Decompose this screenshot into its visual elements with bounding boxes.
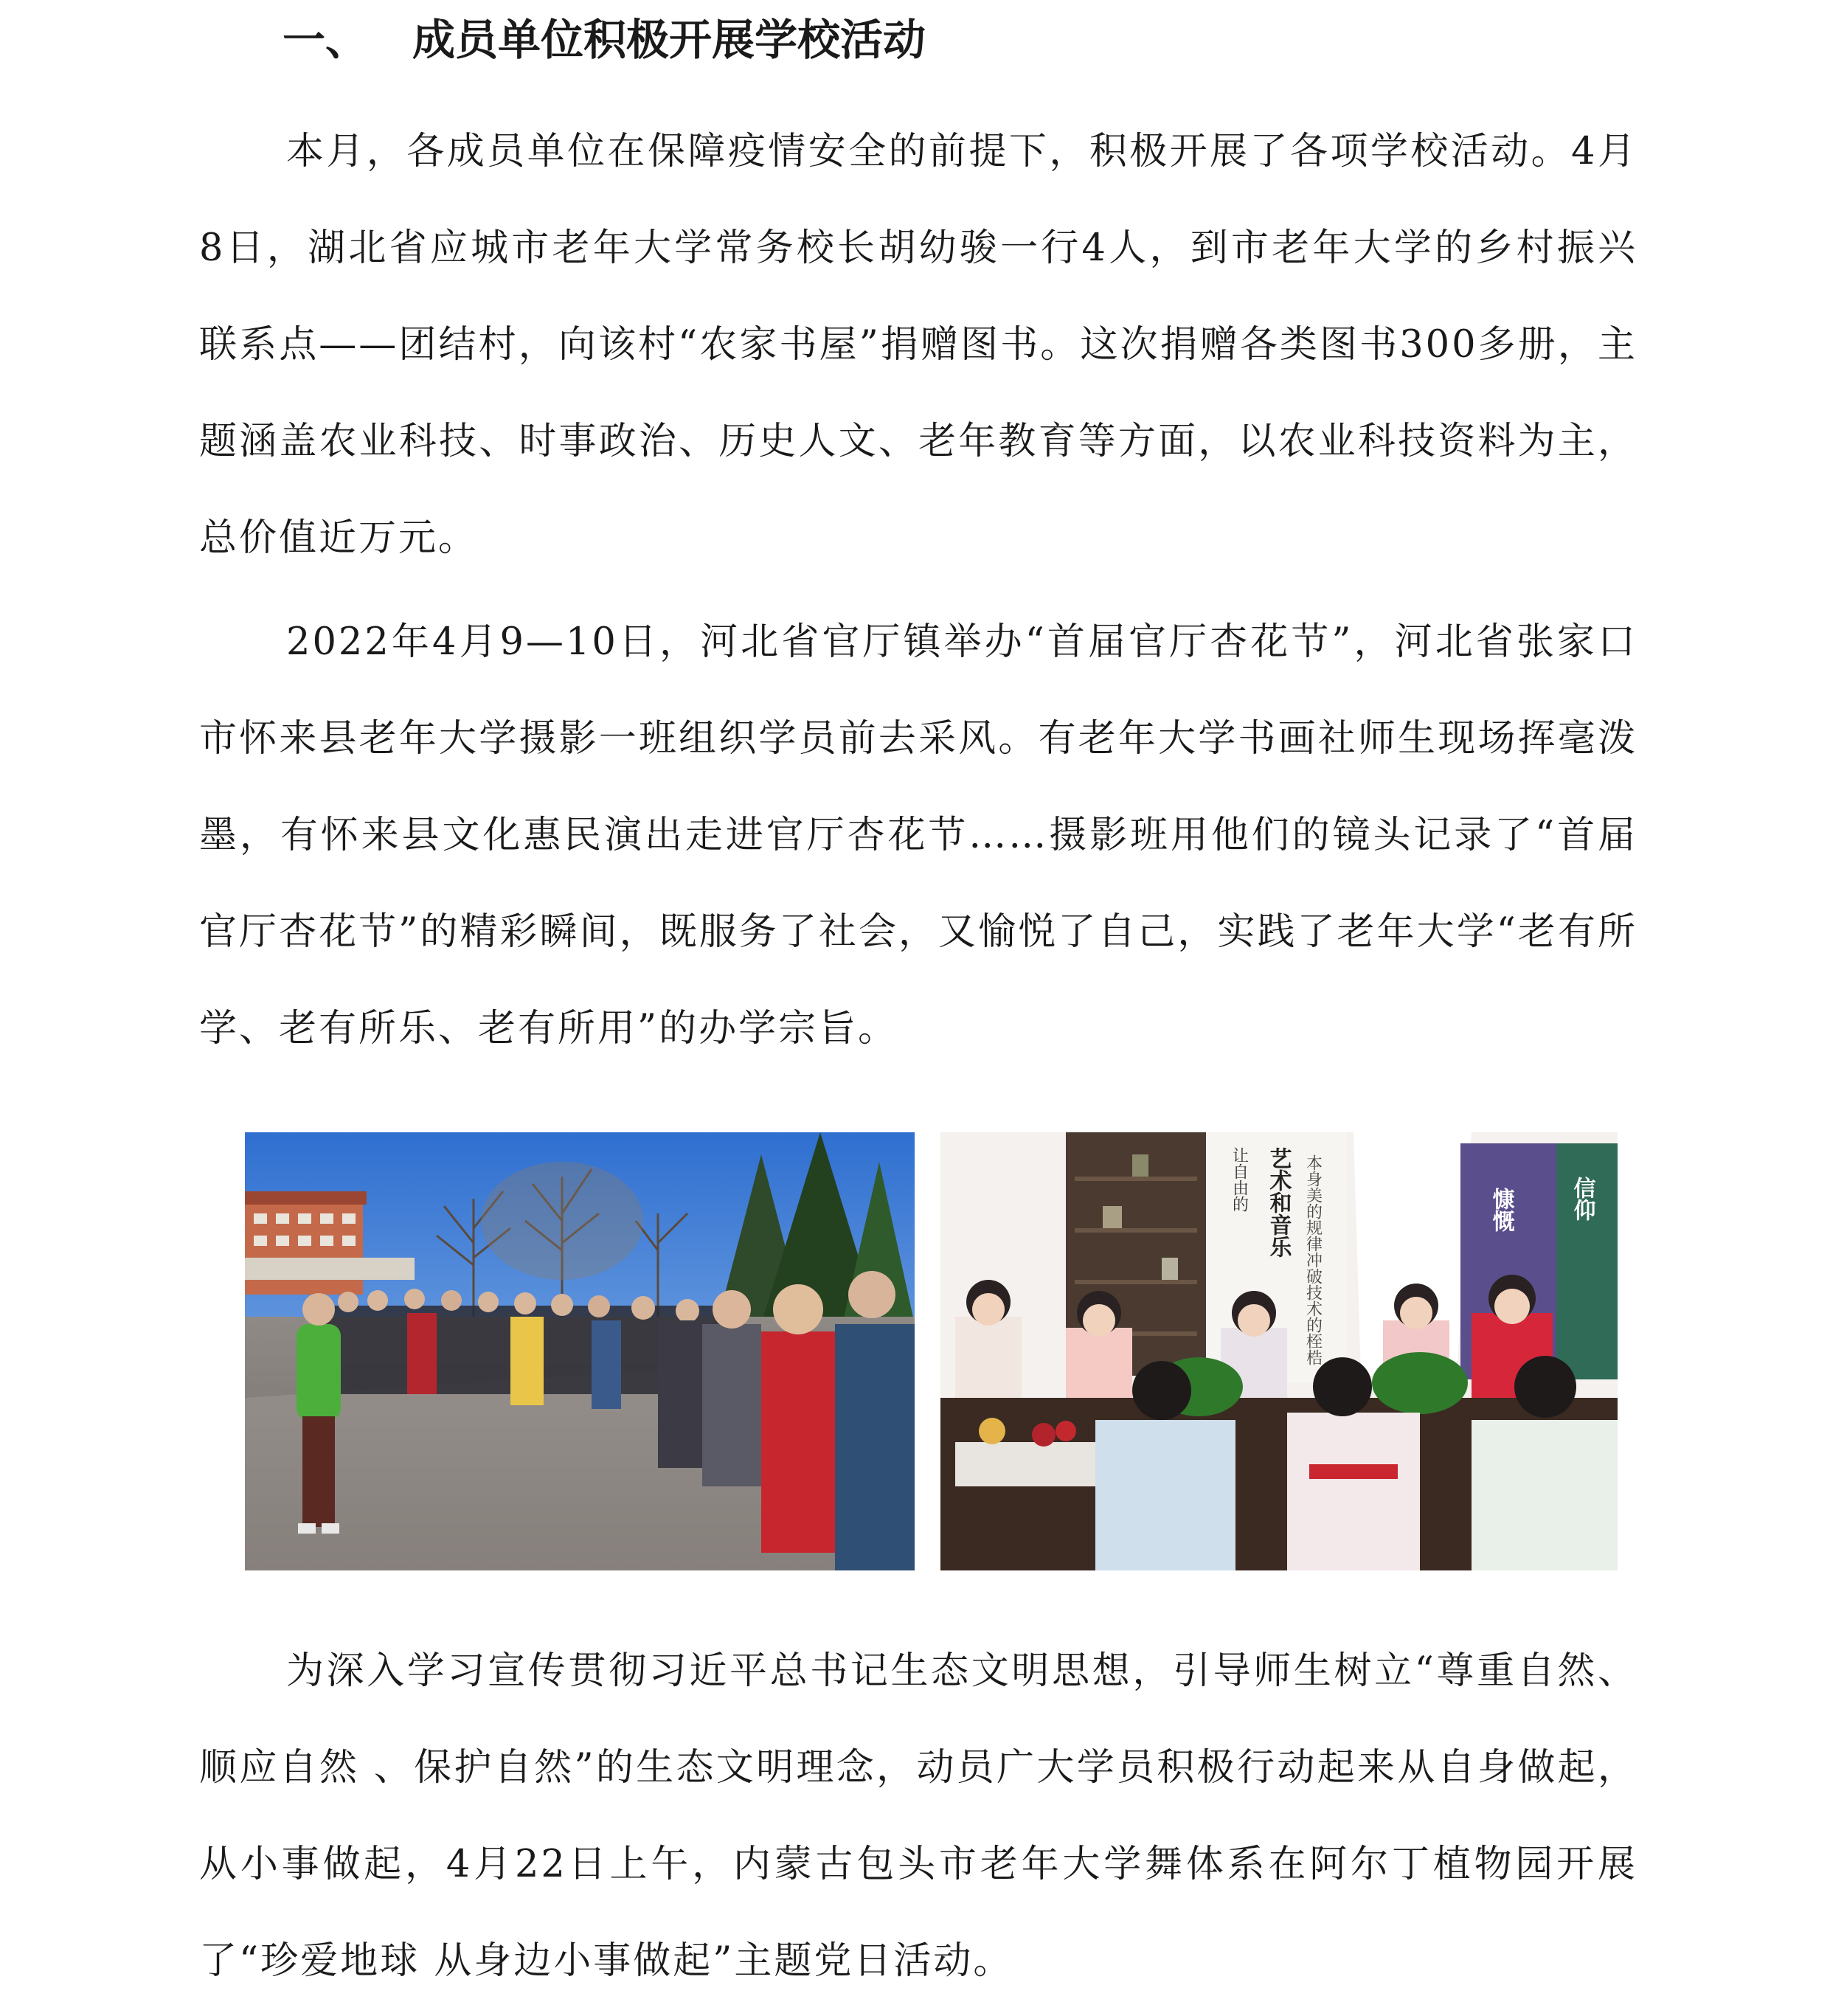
- paragraph-book-donation: 本月，各成员单位在保障疫情安全的前提下，积极开展了各项学校活动。4月8日，湖北省应城市老年大学常务校长胡幼骏一行4人，到市老年大学的乡村振兴联系点——团结村，向该村“农家书屋”捐赠图书。这次捐赠各类图书300多册，主题涵盖农业科技、时事政治、历史人文、老年教育等方面，以农业科技资料为主，总价值近万元。: [199, 130, 1637, 560]
- banner-green-text: 信仰: [1569, 1177, 1595, 1221]
- photo-indoor-tea-event: [940, 1132, 1618, 1570]
- photo-outdoor-group-image: [245, 1132, 915, 1570]
- paragraph-apricot-festival: 2022年4月9—10日，河北省官厅镇举办“首届官厅杏花节”，河北省张家口市怀来县老年大学摄影一班组织学员前去采风。有老年大学书画社师生现场挥毫泼墨，有怀来县文化惠民演出走进官厅杏花节……摄影班用他们的镜头记录了“首届官厅杏花节”的精彩瞬间，既服务了社会，又愉悦了自己，实践了老年大学“老有所学、老有所乐、老有所用”的办学宗旨。: [199, 620, 1637, 1050]
- banner-text-3: 本身美的规律冲破技术的桎梏: [1303, 1154, 1323, 1365]
- banner-purple-text: 慷慨: [1488, 1188, 1514, 1232]
- section-number: 一、: [283, 15, 369, 65]
- banner-text-2: 艺术和音乐: [1265, 1147, 1292, 1258]
- section-title: 成员单位积极开展学校活动: [412, 15, 926, 65]
- banner-text-1: 让自由的: [1230, 1147, 1249, 1212]
- photo-outdoor-group: [245, 1132, 915, 1570]
- paragraph-earth-day: 为深入学习宣传贯彻习近平总书记生态文明思想，引导师生树立“尊重自然、顺应自然 、保护自然”的生态文明理念，动员广大学员积极行动起来从自身做起，从小事做起，4月22日上午，内蒙古包头市老年大学舞体系在阿尔丁植物园开展了“珍爱地球 从身边小事做起”主题党日活动。: [199, 1649, 1637, 1983]
- section-heading: [283, 10, 926, 69]
- photo-indoor-tea-event-image: [940, 1132, 1618, 1570]
